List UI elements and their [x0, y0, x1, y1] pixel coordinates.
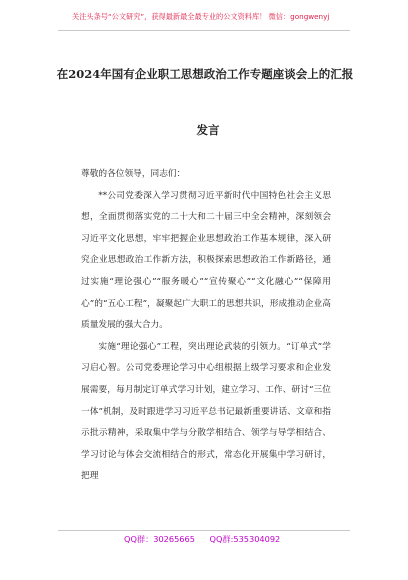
salutation: 尊敬的各位领导，同志们： [81, 169, 186, 179]
footer-qq-group-1: QQ群：30265665 [124, 534, 195, 544]
document-title: 在2024年国有企业职工思想政治工作专题座谈会上的汇报 [56, 67, 354, 81]
footer-banner [0, 530, 408, 552]
document-body [81, 164, 331, 488]
header-promo-text: 关注头条号“公文研究”，获得最新最全最专业的公文资料库！ 微信：gongwenyj [72, 12, 330, 21]
paragraph-2: 实施“理论强心”工程，突出理论武装的引领力。“订单式”学习启心智。公司党委理论学习中心组根据上级学习要求和企业发展需要，每月制定订单式学习计划，建立学习、工作、研讨“三位一体”机制，及时跟进学习习近平总书记最新重要讲话、文章和指示批示精神，采取集中学与分散学相结合、领学与导学相结合、学习讨论与体会交流相结合的形式，常态化开展集中学习研讨，把理 [81, 341, 331, 482]
document-title-continued: 发言 [196, 123, 220, 137]
paragraph-1: **公司党委深入学习贯彻习近平新时代中国特色社会主义思想，全面贯彻落实党的二十大和二十届三中全会精神，深刻领会习近平文化思想，牢牢把握企业思想政治工作基本规律，深入研究企业思想政治工作新方法，积极探索思想政治工作新路径，通过实施“理论强心”“服务暖心”“宣传聚心”“文化融心”“保障用心”的“五心工程”，凝聚起广大职工的思想共识，形成推动企业高质量发展的强大合力。 [81, 190, 331, 331]
header-divider [58, 30, 350, 31]
header-banner [0, 8, 408, 30]
footer-contacts [124, 534, 292, 545]
footer-divider [58, 530, 350, 531]
footer-qq-group-2: QQ群:535304092 [209, 534, 281, 544]
